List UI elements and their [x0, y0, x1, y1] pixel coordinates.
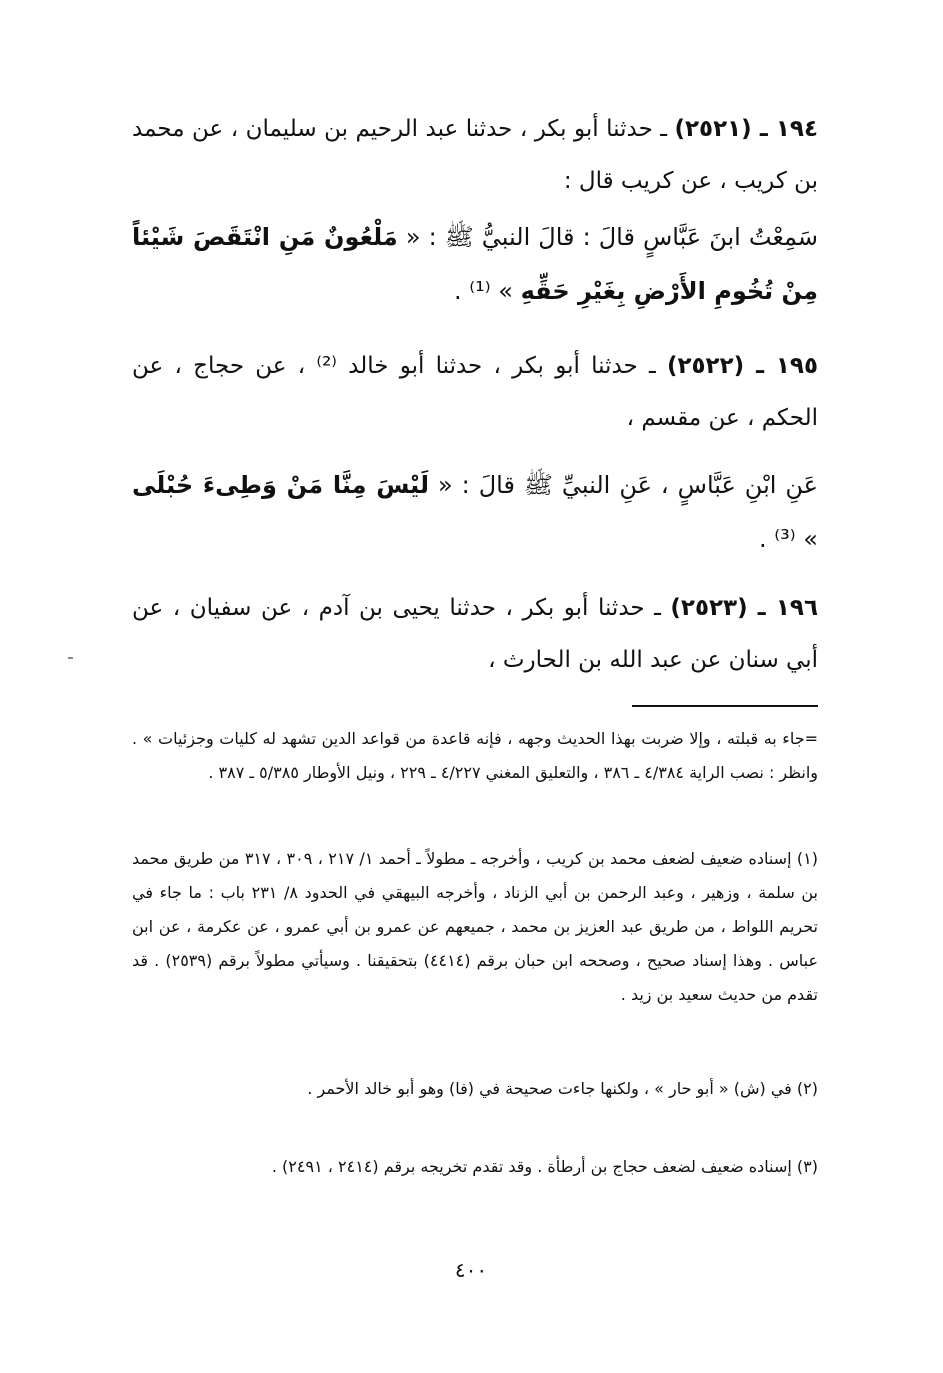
hadith-194-number: ١٩٤ ـ (٢٥٢١) [674, 116, 818, 142]
footnote-separator [632, 705, 818, 707]
hadith-195-number: ١٩٥ ـ (٢٥٢٢) [666, 353, 819, 379]
hadith-194-quote-end: » ⁽¹⁾ . [453, 277, 521, 305]
footnote-1: (١) إسناده ضعيف لضعف محمد بن كريب ، وأخرجه ـ مطولاً ـ أحمد ١/ ٢١٧ ، ٣٠٩ ، ٣١٧ من طريق محمد بن سلمة ، وزهير ، وعبد الرحمن بن أبي الزناد ، وأخرجه البيهقي في الحدود ٨/ ٢٣١ باب : ما جاء في تحريم اللواط ، من طريق عبد العزيز بن محمد ، جميعهم عن عمرو بن أبي عمرو ، عن عكرمة ، عن ابن عباس . وهذا إسناد صحيح ، وصححه ابن حبان برقم (٤٤١٤) بتحقيقنا . وسيأتي مطولاً برقم (٢٥٣٩) . قد تقدم من حديث سعيد بن زيد . [132, 849, 819, 1004]
page-number: ٤٠٠ [454, 1258, 488, 1282]
scan-speck [68, 657, 73, 659]
hadith-194-chain [132, 103, 818, 207]
hadith-195-quote-end: » ⁽³⁾ . [759, 525, 818, 553]
hadith-194-quote-intro: سَمِعْتُ ابنَ عَبَّاسٍ قالَ : قالَ النبيُّ ﷺ : « [397, 223, 819, 251]
hadith-196-chain-text: ـ حدثنا أبو بكر ، حدثنا يحيى بن آدم ، عن سفيان ، عن أبي سنان عن عبد الله بن الحارث ، [132, 595, 818, 673]
hadith-195-quote-intro: عَنِ ابْنِ عَبَّاسٍ ، عَنِ النبيِّ ﷺ قالَ : « [428, 471, 818, 499]
hadith-195-quote-text: لَيْسَ مِنَّا مَنْ وَطِىءَ حُبْلَى [132, 471, 429, 499]
hadith-196-number: ١٩٦ ـ (٢٥٢٣) [670, 595, 818, 621]
hadith-195-chain-text: ـ حدثنا أبو بكر ، حدثنا أبو خالد ⁽²⁾ ، عن حجاج ، عن الحكم ، عن مقسم ، [132, 353, 818, 431]
footnote-continuation: =جاء به قبلته ، وإلا ضربت بهذا الحديث وجهه ، فإنه قاعدة من قواعد الدين تشهد له كليات وجزئيات » . وانظر : نصب الراية ٤/٣٨٤ ـ ٣٨٦ ، والتعليق المغني ٤/٢٢٧ ـ ٢٢٩ ، ونيل الأوطار ٥/٣٨٥ ـ ٣٨٧ . [132, 729, 818, 782]
hadith-194-chain-text: ـ حدثنا أبو بكر ، حدثنا عبد الرحيم بن سليمان ، عن محمد بن كريب ، عن كريب قال : [132, 116, 818, 194]
hadith-195-quote [132, 458, 818, 566]
hadith-194-quote [132, 210, 818, 318]
hadith-194-quote-text: مَلْعُونٌ مَنِ انْتَقَصَ شَيْئاً مِنْ تُخُومِ الأَرْضِ بِغَيْرِ حَقِّهِ [132, 223, 818, 305]
hadith-195-chain [132, 340, 818, 444]
footnote-2: (٢) في (ش) « أبو حار » ، ولكنها جاءت صحيحة في (فا) وهو أبو خالد الأحمر . [307, 1079, 818, 1098]
footnote-3: (٣) إسناده ضعيف لضعف حجاج بن أرطأة . وقد تقدم تخريجه برقم (٢٤١٤ ، ٢٤٩١) . [271, 1157, 818, 1176]
hadith-196-chain [132, 582, 818, 686]
